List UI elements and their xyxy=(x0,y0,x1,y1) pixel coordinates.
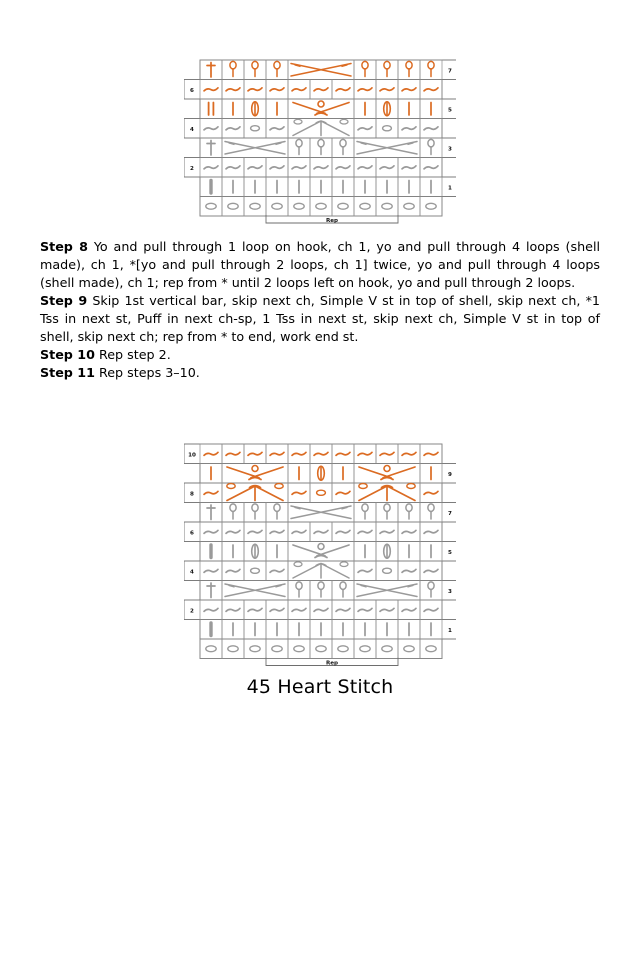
chart-cell xyxy=(244,639,266,659)
symbol-stroke xyxy=(406,61,412,69)
symbol-stroke xyxy=(402,88,416,91)
symbol-stroke xyxy=(340,562,348,567)
symbol-stroke xyxy=(360,203,370,209)
row-band xyxy=(200,620,456,640)
row-number-3: 3 xyxy=(448,146,452,153)
chart-row-b2 xyxy=(184,600,442,620)
figure-caption: 45 Heart Stitch xyxy=(246,676,394,698)
symbol-stroke xyxy=(204,569,218,572)
chart-root xyxy=(184,60,456,224)
symbol-stroke xyxy=(358,530,372,533)
symbol-stroke xyxy=(381,478,393,480)
step-8-paragraph xyxy=(40,238,600,292)
stitch-chart-bottom xyxy=(0,440,640,672)
symbol-stroke xyxy=(204,127,218,130)
symbol-stroke xyxy=(250,203,260,209)
symbol-stroke xyxy=(358,127,372,130)
step-10-paragraph xyxy=(40,346,600,364)
row-number-1: 1 xyxy=(448,627,452,634)
row-band xyxy=(200,639,442,659)
symbol-stroke xyxy=(407,484,415,489)
row-number-6: 6 xyxy=(190,530,194,537)
symbol-stroke xyxy=(406,504,412,512)
chart-cell xyxy=(222,464,288,484)
chart-cell xyxy=(200,99,222,119)
symbol-stroke xyxy=(226,608,240,611)
symbol-stroke xyxy=(338,646,348,652)
symbol-stroke xyxy=(402,166,416,169)
row-number-7: 7 xyxy=(448,68,452,75)
row-number-3: 3 xyxy=(448,588,452,595)
rep-label: Rep xyxy=(325,660,339,667)
symbol-stroke xyxy=(206,646,216,652)
symbol-stroke xyxy=(228,646,238,652)
chart-cell xyxy=(420,639,442,659)
symbol-stroke xyxy=(336,452,350,455)
chart-row-b10 xyxy=(184,444,442,464)
symbol-stroke xyxy=(272,203,282,209)
symbol-stroke xyxy=(314,166,328,169)
stitch-chart-bottom-canvas xyxy=(184,440,456,672)
symbol-stroke xyxy=(336,88,350,91)
symbol-stroke xyxy=(292,88,306,91)
chart-row-b9 xyxy=(200,464,456,484)
chart-row-b1 xyxy=(200,620,456,640)
symbol-stroke xyxy=(404,646,414,652)
chart-row-r5 xyxy=(200,99,456,119)
symbol-stroke xyxy=(314,608,328,611)
symbol-stroke xyxy=(358,166,372,169)
chart-cell xyxy=(244,197,266,217)
step-9-paragraph xyxy=(40,292,600,346)
row-band xyxy=(200,177,456,197)
chart-row-r3 xyxy=(200,138,456,158)
step-11-paragraph xyxy=(40,364,600,382)
symbol-stroke xyxy=(424,452,438,455)
chart-cell xyxy=(200,197,222,217)
row-number-5: 5 xyxy=(448,549,452,556)
symbol-stroke xyxy=(424,530,438,533)
chart-cell xyxy=(310,639,332,659)
step-10-text: Rep step 2. xyxy=(94,347,171,363)
row-band xyxy=(200,464,456,484)
chart-cell xyxy=(288,542,354,562)
symbol-stroke xyxy=(248,166,262,169)
chart-row-b7 xyxy=(200,503,456,523)
symbol-stroke xyxy=(274,61,280,69)
symbol-stroke xyxy=(226,452,240,455)
chart-cell xyxy=(420,197,442,217)
row-band xyxy=(184,483,442,503)
symbol-stroke xyxy=(292,452,306,455)
chart-cell xyxy=(310,483,332,503)
chart-cell xyxy=(398,197,420,217)
chart-cell xyxy=(288,197,310,217)
symbol-stroke xyxy=(359,484,367,489)
chart-row-r6 xyxy=(184,80,442,100)
chart-cell xyxy=(222,197,244,217)
step-8-label: Step 8 xyxy=(40,239,88,254)
symbol-stroke xyxy=(270,569,284,572)
symbol-stroke xyxy=(314,530,328,533)
symbol-stroke xyxy=(314,88,328,91)
symbol-stroke xyxy=(424,127,438,130)
symbol-stroke xyxy=(270,127,284,130)
symbol-stroke xyxy=(340,119,348,124)
symbol-stroke xyxy=(226,530,240,533)
symbol-stroke xyxy=(383,467,415,478)
symbol-stroke xyxy=(251,126,260,131)
symbol-stroke xyxy=(251,568,260,573)
symbol-stroke xyxy=(248,88,262,91)
symbol-stroke xyxy=(317,545,349,556)
row-number-8: 8 xyxy=(190,491,194,498)
symbol-stroke xyxy=(426,646,436,652)
symbol-stroke xyxy=(316,203,326,209)
symbol-stroke xyxy=(382,203,392,209)
symbol-stroke xyxy=(270,88,284,91)
symbol-stroke xyxy=(428,139,434,147)
symbol-stroke xyxy=(292,530,306,533)
symbol-stroke xyxy=(274,504,280,512)
symbol-stroke xyxy=(384,504,390,512)
symbol-stroke xyxy=(362,61,368,69)
symbol-stroke xyxy=(275,484,283,489)
chart-cell xyxy=(332,639,354,659)
symbol-stroke xyxy=(315,556,327,558)
symbol-stroke xyxy=(358,569,372,572)
symbol-stroke xyxy=(424,608,438,611)
row-band xyxy=(200,581,456,601)
symbol-stroke xyxy=(230,61,236,69)
symbol-stroke xyxy=(315,113,327,115)
symbol-stroke xyxy=(336,166,350,169)
symbol-stroke xyxy=(292,166,306,169)
symbol-stroke xyxy=(270,166,284,169)
chart-cell xyxy=(288,99,354,119)
chart-cell xyxy=(266,197,288,217)
chart-cell xyxy=(222,639,244,659)
symbol-stroke xyxy=(226,88,240,91)
row-band xyxy=(200,197,442,217)
symbol-stroke xyxy=(252,466,258,472)
symbol-stroke xyxy=(270,530,284,533)
row-number-6: 6 xyxy=(190,87,194,94)
chart-row-b4 xyxy=(184,561,442,581)
symbol-stroke xyxy=(252,61,258,69)
row-number-2: 2 xyxy=(190,608,194,615)
symbol-stroke xyxy=(318,544,324,550)
stitch-chart-top-svg xyxy=(184,56,456,236)
symbol-stroke xyxy=(204,530,218,533)
row-band xyxy=(200,60,456,80)
symbol-stroke xyxy=(227,484,235,489)
symbol-stroke xyxy=(402,530,416,533)
symbol-stroke xyxy=(318,582,324,590)
step-9-label: Step 9 xyxy=(40,293,88,309)
symbol-stroke xyxy=(358,452,372,455)
symbol-stroke xyxy=(424,569,438,572)
symbol-stroke xyxy=(250,646,260,652)
chart-row-r1 xyxy=(200,177,456,197)
chart-cell xyxy=(376,639,398,659)
symbol-stroke xyxy=(424,88,438,91)
symbol-stroke xyxy=(248,530,262,533)
symbol-stroke xyxy=(228,203,238,209)
row-number-9: 9 xyxy=(448,471,452,478)
symbol-stroke xyxy=(204,452,218,455)
symbol-stroke xyxy=(384,466,390,472)
symbol-stroke xyxy=(402,452,416,455)
rep-label: Rep xyxy=(325,218,339,225)
symbol-stroke xyxy=(296,139,302,147)
symbol-stroke xyxy=(204,166,218,169)
row-band xyxy=(200,138,456,158)
symbol-stroke xyxy=(204,491,218,494)
symbol-stroke xyxy=(248,608,262,611)
symbol-stroke xyxy=(296,582,302,590)
symbol-stroke xyxy=(358,88,372,91)
step-9-text: Skip 1st vertical bar, skip next ch, Simple V st in top of shell, skip next ch, *1 Tss in next st, Puff in next ch-sp, 1 Tss in next st, skip next ch, Simple V st in top of shell, skip next ch; rep from * to end, work end st. xyxy=(40,293,600,345)
chart-row-r0 xyxy=(200,197,442,217)
symbol-stroke xyxy=(383,568,392,573)
chart-row-b5 xyxy=(200,542,456,562)
chart-cell xyxy=(376,197,398,217)
chart-cell xyxy=(200,639,222,659)
symbol-stroke xyxy=(362,504,368,512)
symbol-stroke xyxy=(270,452,284,455)
row-band xyxy=(200,503,456,523)
symbol-stroke xyxy=(248,452,262,455)
row-number-7: 7 xyxy=(448,510,452,517)
chart-cell xyxy=(310,197,332,217)
chart-row-b8 xyxy=(184,483,442,503)
symbol-stroke xyxy=(272,646,282,652)
symbol-stroke xyxy=(316,646,326,652)
step-10-label: Step 10 xyxy=(40,347,95,363)
step-11-label: Step 11 xyxy=(40,365,95,381)
symbol-stroke xyxy=(424,166,438,169)
symbol-stroke xyxy=(314,452,328,455)
symbol-stroke xyxy=(206,203,216,209)
chart-cell xyxy=(354,197,376,217)
symbol-stroke xyxy=(226,127,240,130)
chart-root xyxy=(184,444,456,667)
symbol-stroke xyxy=(426,203,436,209)
symbol-stroke xyxy=(383,126,392,131)
symbol-stroke xyxy=(336,530,350,533)
symbol-stroke xyxy=(292,608,306,611)
symbol-stroke xyxy=(292,491,306,494)
symbol-stroke xyxy=(251,467,283,478)
chart-cell xyxy=(354,464,420,484)
chart-cell xyxy=(244,561,266,581)
symbol-stroke xyxy=(226,569,240,572)
symbol-stroke xyxy=(336,491,350,494)
symbol-stroke xyxy=(249,478,261,480)
symbol-stroke xyxy=(340,582,346,590)
chart-row-r4 xyxy=(184,119,442,139)
symbol-stroke xyxy=(384,61,390,69)
chart-cell xyxy=(354,639,376,659)
stitch-chart-top xyxy=(0,56,640,236)
row-number-1: 1 xyxy=(448,185,452,192)
symbol-stroke xyxy=(270,608,284,611)
chart-row-b3 xyxy=(200,581,456,601)
symbol-stroke xyxy=(336,608,350,611)
symbol-stroke xyxy=(318,139,324,147)
chart-cell xyxy=(266,639,288,659)
stitch-chart-top-canvas xyxy=(184,56,456,236)
symbol-stroke xyxy=(252,504,258,512)
row-number-2: 2 xyxy=(190,165,194,172)
symbol-stroke xyxy=(380,608,394,611)
symbol-stroke xyxy=(382,646,392,652)
symbol-stroke xyxy=(424,491,438,494)
symbol-stroke xyxy=(338,203,348,209)
symbol-stroke xyxy=(428,61,434,69)
chart-cell xyxy=(244,119,266,139)
chart-cell xyxy=(288,639,310,659)
row-number-10: 10 xyxy=(188,452,196,459)
chart-cell xyxy=(332,197,354,217)
symbol-stroke xyxy=(404,203,414,209)
symbol-stroke xyxy=(204,608,218,611)
symbol-stroke xyxy=(380,530,394,533)
symbol-stroke xyxy=(294,646,304,652)
symbol-stroke xyxy=(358,608,372,611)
symbol-stroke xyxy=(402,608,416,611)
symbol-stroke xyxy=(428,582,434,590)
symbol-stroke xyxy=(360,646,370,652)
stitch-chart-bottom-svg xyxy=(184,440,456,672)
symbol-stroke xyxy=(226,166,240,169)
symbol-stroke xyxy=(317,490,326,495)
chart-cell xyxy=(376,561,398,581)
symbol-stroke xyxy=(380,166,394,169)
symbol-stroke xyxy=(402,569,416,572)
symbol-stroke xyxy=(294,119,302,124)
chart-row-r7 xyxy=(200,60,456,80)
symbol-stroke xyxy=(204,88,218,91)
instructions-block xyxy=(40,238,600,382)
symbol-stroke xyxy=(294,203,304,209)
symbol-stroke xyxy=(380,452,394,455)
chart-row-b0 xyxy=(200,639,442,659)
chart-row-r2 xyxy=(184,158,442,178)
symbol-stroke xyxy=(340,139,346,147)
symbol-stroke xyxy=(402,127,416,130)
symbol-stroke xyxy=(318,101,324,107)
symbol-stroke xyxy=(428,504,434,512)
row-number-4: 4 xyxy=(190,126,194,133)
symbol-stroke xyxy=(230,504,236,512)
chart-row-b6 xyxy=(184,522,442,542)
chart-cell xyxy=(398,639,420,659)
row-number-4: 4 xyxy=(190,569,194,576)
symbol-stroke xyxy=(317,103,349,114)
chart-cell xyxy=(376,119,398,139)
step-11-text: Rep steps 3–10. xyxy=(94,365,200,381)
symbol-stroke xyxy=(380,88,394,91)
row-number-5: 5 xyxy=(448,107,452,114)
step-8-text: Yo and pull through 1 loop on hook, ch 1, yo and pull through 4 loops (shell made), ch 1, *[yo and pull through 2 loops, ch 1] twice, yo and pull through 4 loops (shell made), ch 1; rep from * until 2 loops left on hook, yo and pull through 2 loops. xyxy=(40,239,600,291)
symbol-stroke xyxy=(294,562,302,567)
